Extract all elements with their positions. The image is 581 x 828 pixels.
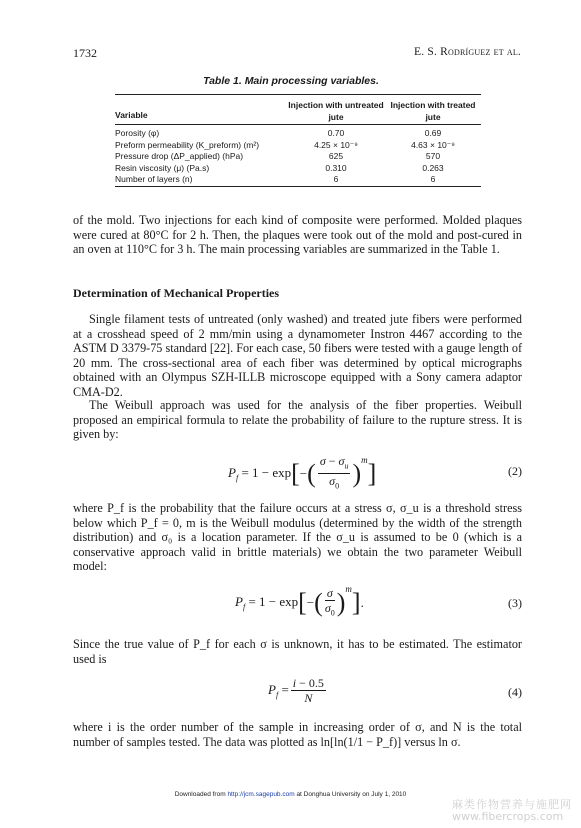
equation-3 [73,586,522,622]
cell-treated: 4.63 × 10⁻⁹ [411,139,455,150]
footer-prefix: Downloaded from [174,791,228,798]
cell-treated: 6 [430,174,436,184]
running-head-suffix: et al. [490,46,521,58]
paragraph-weibull-approach: The Weibull approach was used for the analysis of the fiber properties. Weibull proposed an empirical formula to relate the probability of failure to the rupture stress. It is given by: [73,398,522,441]
equation-2 [73,452,522,491]
cell-variable: Number of layers (n) [115,174,193,184]
column-header-variable: Variable [115,109,148,120]
paragraph-estimator: Since the true value of P_f for each σ is unknown, it has to be estimated. The estimator used is [73,637,522,666]
cell-untreated: 625 [328,151,344,161]
paragraph-single-filament-tests: Single filament tests of untreated (only washed) and treated jute fibers were performed at a crosshead speed of 2 mm/min using a dynamometer Instron 4467 according to the ASTM D 3379-75 standard [22]. For each case, 50 fibers were tested with a gauge length of 20 mm. The cross-sectional area of each fiber was determined by optical micrographs obtained with an Olympus SZH-ILLB microscope equipped with a Sony camera adaptor CMA-D2. [73,312,522,399]
cell-untreated: 0.70 [327,128,345,138]
table-row [115,123,481,140]
cell-treated: 0.263 [422,162,444,173]
equation-2-formula: $P_f = 1 - \exp$ [ − ( $\frac{\sigma - \sigma_u}{\sigma_0}$ ) m ] [228,454,377,491]
running-head [414,46,521,58]
cell-treated: 0.69 [424,128,442,138]
processing-variables-table [115,94,481,186]
equation-3-number: (3) [508,596,522,610]
cell-variable: Preform permeability (K_preform) (m²) [115,139,260,150]
column-header-untreated: Injection with untreated jute [288,100,384,122]
paragraph-weibull-definitions: where P_f is the probability that the failure occurs at a stress σ, σ_u is a threshold stress below which P_f = 0, m is the Weibull modulus (determined by the width of the strength distribution) and σ₀ is a location parameter. If the σ_u is assumed to be 0 (which is a conservative approach valid in brittle materials) we obtain the two parameter Weibull model: [73,501,522,573]
cell-variable: Pressure drop (ΔP_applied) (hPa) [115,151,244,161]
table-row [115,140,481,152]
footer-suffix: at Donghua University on July 1, 2010 [294,791,407,798]
equation-3-formula: $P_f = 1 - \exp$ [ − ( $\frac{\sigma}{\sigma_0}$ ) m ] . [235,584,364,618]
cell-variable: Resin viscosity (μ) (Pa.s) [115,162,210,173]
table-caption: Table 1. Main processing variables. [203,75,379,87]
table-row [115,151,481,163]
paragraph-molding: of the mold. Two injections for each kind of composite were performed. Molded plaques were cured at 80°C for 2 h. Then, the plaques were took out of the mold and post-cured in an oven at 110°C for 3 h. The main processing variables are summarized in the Table 1. [73,213,522,256]
table-bottom-rule [115,186,481,187]
equation-4 [73,675,522,711]
watermark-url: www.fibercrops.com [452,810,564,823]
footer-link[interactable]: http://jcm.sagepub.com [227,791,295,798]
running-head-name: odríguez [448,46,491,58]
cell-untreated: 0.310 [325,162,347,173]
page-number: 1732 [73,46,97,60]
running-head-initials: E. S. R [414,46,449,58]
table-row [115,163,481,175]
equation-4-number: (4) [508,685,522,699]
equation-4-formula: $P_f$ = $\frac{i - 0.5}{N}$ [268,676,324,705]
cell-untreated: 4.25 × 10⁻⁹ [314,139,358,150]
table-header-row [115,94,481,123]
equation-2-number: (2) [508,464,522,478]
cell-treated: 570 [425,151,441,161]
section-heading: Determination of Mechanical Properties [73,286,280,300]
cell-untreated: 6 [333,174,339,184]
cell-variable: Porosity (φ) [115,128,160,138]
table-row [115,174,481,186]
column-header-treated: Injection with treated jute [390,100,476,122]
paragraph-order-number: where i is the order number of the sample in increasing order of σ, and N is the total number of samples tested. The data was plotted as ln[ln(1/1 − P_f)] versus ln σ. [73,720,522,749]
watermark-chinese: 麻类作物营养与施肥网 [452,798,572,811]
